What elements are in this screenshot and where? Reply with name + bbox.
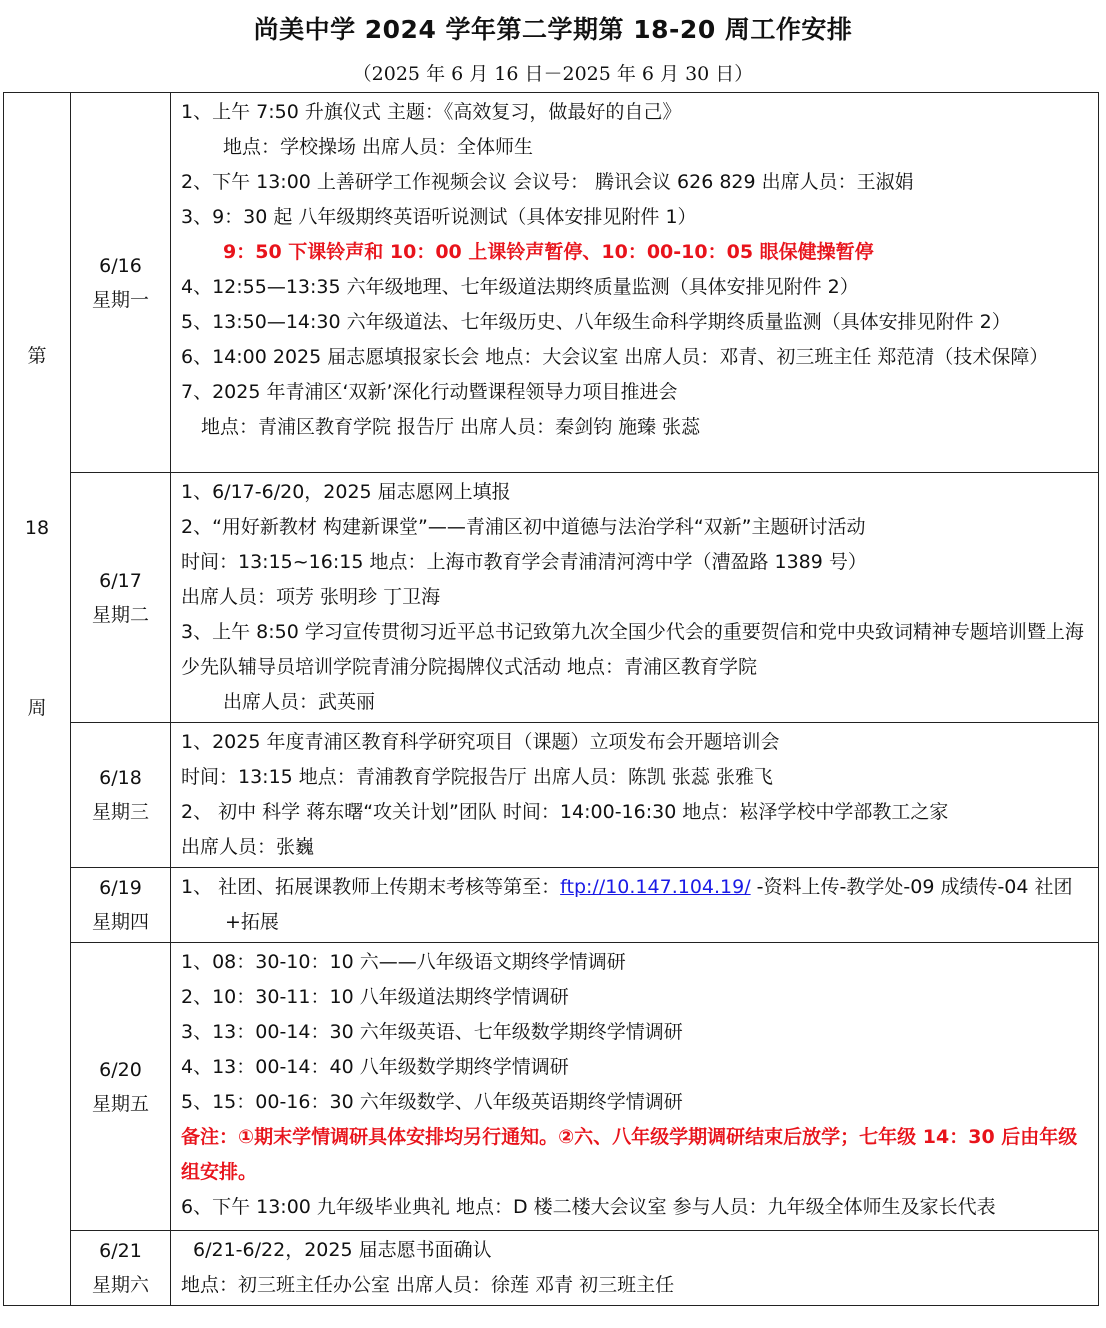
- day-date: 6/20: [99, 1058, 142, 1081]
- schedule-item: 1、6/17-6/20，2025 届志愿网上填报: [181, 481, 511, 503]
- day-cell-wednesday: [71, 723, 171, 868]
- schedule-item: 2、 初中 科学 蒋东曙“攻关计划”团队 时间：14:00-16:30 地点：崧泽学校中学部教工之家: [181, 801, 949, 823]
- page-title: 尚美中学 2024 学年第二学期第 18-20 周工作安排: [253, 15, 853, 44]
- week-label-number: 18: [24, 517, 50, 539]
- week-label-char-1: 第: [27, 345, 47, 367]
- schedule-item: 5、13:50—14:30 六年级道法、七年级历史、八年级生命科学期终质量监测（具体安排见附件 2）: [181, 311, 1011, 333]
- day-row-thursday: [4, 868, 1099, 943]
- schedule-item: 3、13：00-14：30 六年级英语、七年级数学期终学情调研: [181, 1021, 683, 1043]
- schedule-item-detail: 出席人员：项芳 张明珍 丁卫海: [181, 586, 441, 608]
- schedule-item: 3、9：30 起 八年级期终英语听说测试（具体安排见附件 1）: [181, 206, 697, 228]
- day-weekday: 星期二: [91, 603, 149, 626]
- schedule-table: [3, 92, 1099, 1306]
- day-cell-thursday: [71, 868, 171, 943]
- schedule-item: 7、2025 年青浦区‘双新’深化行动暨课程领导力项目推进会: [181, 381, 678, 403]
- day-cell-saturday: [71, 1231, 171, 1306]
- schedule-item: [181, 870, 1090, 940]
- day-cell-friday: [71, 943, 171, 1231]
- schedule-item: 1、上午 7:50 升旗仪式 主题：《高效复习，做最好的自己》: [181, 101, 682, 123]
- upload-instruction-text: 1、 社团、拓展课教师上传期末考核等第至：: [181, 876, 561, 898]
- day-date: 6/19: [99, 877, 142, 899]
- date-range-subtitle: （2025 年 6 月 16 日－2025 年 6 月 30 日）: [352, 63, 754, 85]
- schedule-item: 6、下午 13:00 九年级毕业典礼 地点：D 楼二楼大会议室 参与人员：九年级全体师生及家长代表: [181, 1196, 996, 1218]
- week-label-char-2: 周: [27, 697, 47, 719]
- schedule-item: 1、2025 年度青浦区教育科学研究项目（课题）立项发布会开题培训会: [181, 731, 780, 753]
- day-weekday: 星期一: [91, 288, 149, 311]
- day-weekday: 星期五: [91, 1092, 149, 1115]
- day-items-thursday: [171, 868, 1099, 943]
- day-date: 6/16: [99, 254, 142, 277]
- schedule-item-detail: 出席人员：武英丽: [223, 691, 376, 713]
- bell-suspension-notice: 9：50 下课铃声和 10：00 上课铃声暂停、10：00-10：05 眼保健操暂停: [223, 241, 874, 263]
- upload-path-text: -资料上传-教学处-09 成绩传-04 社团+拓展: [225, 876, 1073, 933]
- schedule-item-detail: 地点：初三班主任办公室 出席人员：徐莲 邓青 初三班主任: [181, 1274, 675, 1296]
- schedule-item-detail: 出席人员：张巍: [181, 836, 315, 858]
- day-row-tuesday: [4, 473, 1099, 723]
- day-date: 6/17: [99, 569, 142, 592]
- day-items-monday: [171, 93, 1099, 473]
- day-row-wednesday: [4, 723, 1099, 868]
- schedule-item: 4、13：00-14：40 八年级数学期终学情调研: [181, 1056, 569, 1078]
- remarks-notice: 备注：①期末学情调研具体安排均另行通知。②六、八年级学期调研结束后放学；七年级 14：30 后由年级组安排。: [181, 1126, 1078, 1183]
- day-items-wednesday: [171, 723, 1099, 868]
- day-row-friday: [4, 943, 1099, 1231]
- day-weekday: 星期三: [91, 801, 149, 823]
- schedule-item: 4、12:55—13:35 六年级地理、七年级道法期终质量监测（具体安排见附件 2）: [181, 276, 859, 298]
- schedule-item-detail: 地点：青浦区教育学院 报告厅 出席人员：秦剑钧 施臻 张蕊: [201, 416, 701, 438]
- day-cell-tuesday: [71, 473, 171, 723]
- day-weekday: 星期六: [91, 1274, 149, 1296]
- day-date: 6/18: [99, 767, 142, 789]
- ftp-link[interactable]: ftp://10.147.104.19/: [560, 876, 751, 898]
- schedule-item: 3、上午 8:50 学习宣传贯彻习近平总书记致第九次全国少代会的重要贺信和党中央致词精神专题培训暨上海少先队辅导员培训学院青浦分院揭牌仪式活动 地点：青浦区教育学院: [181, 621, 1084, 678]
- schedule-item: 5、15：00-16：30 六年级数学、八年级英语期终学情调研: [181, 1091, 683, 1113]
- schedule-item: 1、08：30-10：10 六——八年级语文期终学情调研: [181, 951, 626, 973]
- day-items-saturday: [171, 1231, 1099, 1306]
- schedule-item: 2、10：30-11：10 八年级道法期终学情调研: [181, 986, 569, 1008]
- day-weekday: 星期四: [91, 911, 149, 933]
- schedule-item-detail: 地点：学校操场 出席人员：全体师生: [223, 136, 534, 158]
- day-cell-monday: [71, 93, 171, 473]
- schedule-item: 2、“用好新教材 构建新课堂”——青浦区初中道德与法治学科“双新”主题研讨活动: [181, 516, 866, 538]
- day-items-friday: [171, 943, 1099, 1231]
- schedule-item: 6、14:00 2025 届志愿填报家长会 地点：大会议室 出席人员：邓青、初三班主任 郑范清（技术保障）: [181, 346, 1049, 368]
- schedule-item-detail: 时间：13:15~16:15 地点：上海市教育学会青浦清河湾中学（漕盈路 1389 号）: [181, 551, 867, 573]
- schedule-item: 6/21-6/22，2025 届志愿书面确认: [193, 1239, 492, 1261]
- week-label-cell: [4, 93, 71, 1306]
- day-items-tuesday: [171, 473, 1099, 723]
- day-date: 6/21: [99, 1240, 142, 1262]
- day-row-monday: [4, 93, 1099, 473]
- day-row-saturday: [4, 1231, 1099, 1306]
- schedule-item-detail: 时间：13:15 地点：青浦教育学院报告厅 出席人员：陈凯 张蕊 张雅飞: [181, 766, 773, 788]
- schedule-item: 2、下午 13:00 上善研学工作视频会议 会议号： 腾讯会议 626 829 出席人员：王淑娟: [181, 171, 914, 193]
